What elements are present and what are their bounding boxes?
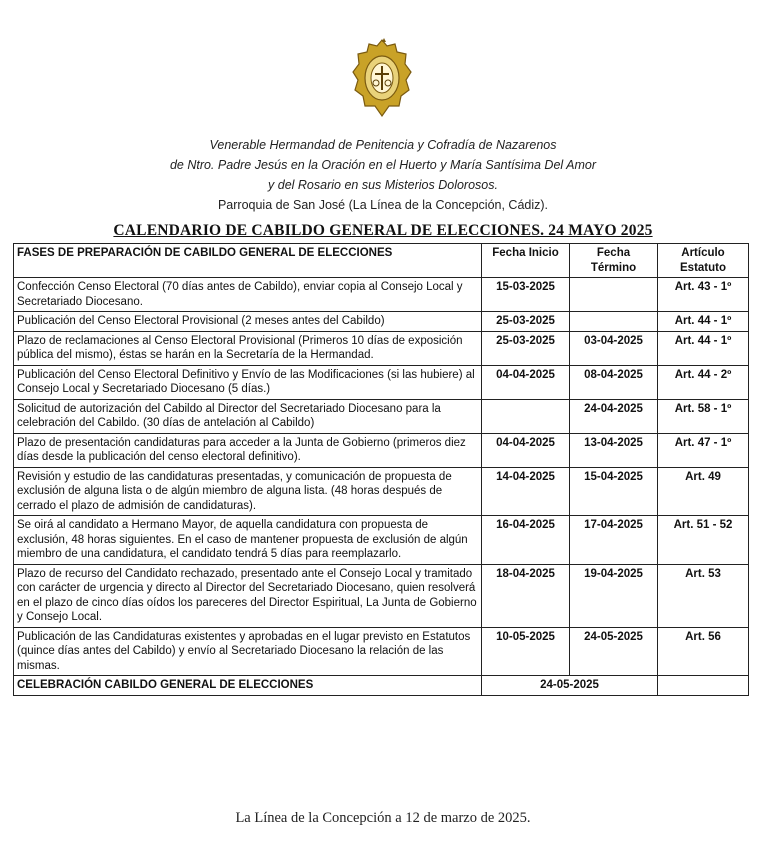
phase-description: Se oirá al candidato a Hermano Mayor, de aquella candidatura con propuesta de exclusión, 48 horas siguientes. En el caso de mantener propuesta de exclusión de algún miembro de una candidatura, el candidato tendrá 5 días para reemplazarlo.: [14, 516, 482, 565]
phase-description: Plazo de presentación candidaturas para acceder a la Junta de Gobierno (primeros diez días desde la publicación del censo electoral definitivo).: [14, 433, 482, 467]
phase-description: Confección Censo Electoral (70 días antes de Cabildo), enviar copia al Consejo Local y Secretariado Diocesano.: [14, 278, 482, 312]
statute-article: Art. 51 - 52: [658, 516, 749, 565]
signing-place-date: La Línea de la Concepción a 12 de marzo de 2025.: [235, 810, 531, 826]
start-date: 14-04-2025: [482, 467, 570, 516]
celebration-label: CELEBRACIÓN CABILDO GENERAL DE ELECCIONES: [14, 676, 482, 696]
phase-description: Plazo de recurso del Candidato rechazado, presentado ante el Consejo Local y tramitado con carácter de urgencia y directo al Director del Secretariado Diocesano, quien resolverá en el plazo de cinco días oídos los pareceres del Director Espiritual, La Junta de Gobierno y Consejo Local.: [14, 564, 482, 627]
phase-column-header: FASES DE PREPARACIÓN DE CABILDO GENERAL DE ELECCIONES: [14, 244, 482, 278]
statute-article: Art. 44 - 1º: [658, 331, 749, 365]
table-row: [14, 331, 749, 365]
end-date: 13-04-2025: [570, 433, 658, 467]
end-date: 17-04-2025: [570, 516, 658, 565]
end-date: [570, 278, 658, 312]
election-calendar-table: [13, 243, 749, 696]
article-column-header: Artículo Estatuto: [658, 244, 749, 278]
end-date: 03-04-2025: [570, 331, 658, 365]
end-date-column-header: Fecha Término: [570, 244, 658, 278]
final-celebration-row: [14, 676, 749, 696]
celebration-article: [658, 676, 749, 696]
start-date: 04-04-2025: [482, 433, 570, 467]
table-row: [14, 365, 749, 399]
phase-description: Plazo de reclamaciones al Censo Electoral Provisional (Primeros 10 días de exposición pública del mismo), éstas se harán en la Secretaría de la Hermandad.: [14, 331, 482, 365]
end-date: 24-04-2025: [570, 399, 658, 433]
table-row: [14, 399, 749, 433]
table-row: [14, 467, 749, 516]
phase-description: Publicación del Censo Electoral Provisional (2 meses antes del Cabildo): [14, 312, 482, 332]
phase-description: Solicitud de autorización del Cabildo al Director del Secretariado Diocesano para la celebración del Cabildo. (30 días de antelación al Cabildo): [14, 399, 482, 433]
phase-description: Publicación de las Candidaturas existentes y aprobadas en el lugar previsto en Estatutos (quince días antes del Cabildo) y envío al Secretariado Diocesano la relación de las mismas.: [14, 627, 482, 676]
header-line-3: y del Rosario en sus Misterios Dolorosos.: [268, 178, 498, 192]
table-row: [14, 627, 749, 676]
statute-article: Art. 43 - 1º: [658, 278, 749, 312]
start-date: [482, 399, 570, 433]
statute-article: Art. 58 - 1º: [658, 399, 749, 433]
statute-article: Art. 53: [658, 564, 749, 627]
statute-article: Art. 47 - 1º: [658, 433, 749, 467]
table-row: [14, 516, 749, 565]
celebration-date: 24-05-2025: [482, 676, 658, 696]
header-line-2: de Ntro. Padre Jesús en la Oración en el Huerto y María Santísima Del Amor: [169, 158, 597, 172]
end-date: 15-04-2025: [570, 467, 658, 516]
statute-article: Art. 44 - 1º: [658, 312, 749, 332]
start-date: 15-03-2025: [482, 278, 570, 312]
table-row: [14, 278, 749, 312]
start-date-column-header: Fecha Inicio: [482, 244, 570, 278]
brotherhood-header: [0, 135, 766, 215]
start-date: 25-03-2025: [482, 331, 570, 365]
statute-article: Art. 44 - 2º: [658, 365, 749, 399]
start-date: 10-05-2025: [482, 627, 570, 676]
end-date: 19-04-2025: [570, 564, 658, 627]
table-row: [14, 433, 749, 467]
phase-description: Revisión y estudio de las candidaturas presentadas, y comunicación de propuesta de exclusión de alguna lista o de algún miembro de alguna lista. (48 horas después de cerrado el plazo de admisión de candidaturas).: [14, 467, 482, 516]
header-line-1: Venerable Hermandad de Penitencia y Cofradía de Nazarenos: [209, 138, 557, 152]
start-date: 04-04-2025: [482, 365, 570, 399]
end-date: 24-05-2025: [570, 627, 658, 676]
start-date: 16-04-2025: [482, 516, 570, 565]
header-line-4: Parroquia de San José (La Línea de la Concepción, Cádiz).: [217, 198, 549, 212]
phase-description: Publicación del Censo Electoral Definitivo y Envío de las Modificaciones (si las hubiere) al Consejo Local y Secretariado Diocesano (5 días.): [14, 365, 482, 399]
brotherhood-crest-icon: [351, 38, 413, 118]
document-title: CALENDARIO DE CABILDO GENERAL DE ELECCIONES. 24 MAYO 2025: [113, 222, 653, 239]
table-row: [14, 312, 749, 332]
start-date: 25-03-2025: [482, 312, 570, 332]
statute-article: Art. 49: [658, 467, 749, 516]
start-date: 18-04-2025: [482, 564, 570, 627]
end-date: 08-04-2025: [570, 365, 658, 399]
statute-article: Art. 56: [658, 627, 749, 676]
end-date: [570, 312, 658, 332]
table-row: [14, 564, 749, 627]
table-header-row: [14, 244, 749, 278]
